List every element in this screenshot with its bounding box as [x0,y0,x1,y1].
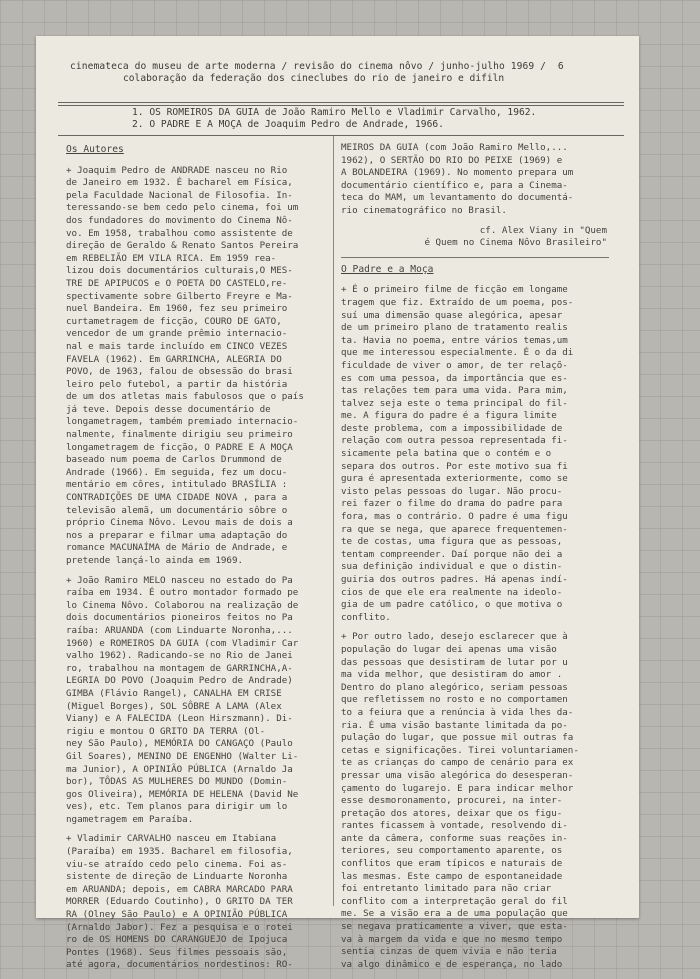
text-line: (Miguel Borges), SOL SÔBRE A LAMA (Alex [66,700,282,712]
text-line: relação com outra pessoa representada fi- [341,435,568,447]
header-line-2: colaboração da federação dos cineclubes do rio de janeiro e difiln [123,73,505,84]
film-list-rule [58,135,624,136]
text-line: rio cinematográfico no Brasil. [341,204,507,216]
text-line: pretende lançá-lo ainda em 1969. [66,555,244,566]
citation [341,225,609,250]
text-line: valho 1962). Radicando-se no Rio de Janei [66,650,293,662]
text-line: dois documentários pioneiros feitos no Pa [66,612,293,624]
text-line: ney São Paulo), MEMÓRIA DO CANGAÇO (Paulo [66,738,293,750]
film-list [132,107,612,131]
text-line: raíba: ARUANDA (com Linduarte Noronha,... [66,624,293,636]
paragraph-continuation [341,142,609,218]
text-line: leiro pelo futebol, a partir da história [66,378,288,390]
text-line: até agora, documentários nordestinos: RO- [66,959,293,971]
text-line: 1962), O SERTÃO DO RIO DO PEIXE (1969) e [341,154,563,166]
text-line: baseado num poema de Carlos Drummond de [66,454,282,466]
text-line: FAVELA (1962). Em GARRINCHA, ALEGRIA DO [66,353,282,365]
text-line: rei fazer o filme do drama do padre para [341,498,563,510]
text-line: ma Junior), A OPINIÃO PÚBLICA (Arnaldo Ja [66,763,293,775]
text-line: tas relações tem para uma vida. Para mim, [341,385,568,397]
text-line: gia de um padre católico, o que motiva o [341,599,563,611]
text-line: viu-se atraído cedo pelo cinema. Foi as- [66,858,288,870]
text-line: me. Se a visão era a de uma população que [341,908,568,920]
paragraph-o-padre-e-a-moca-2 [341,631,609,971]
text-line: tentam compreender. Daí porque não dei a [341,548,563,560]
text-line: Viany) e A FALECIDA (Leon Hirszmann). Di- [66,713,293,725]
text-line: gos Oliveira), MEMÓRIA DE HELENA (David Ne [66,788,299,800]
text-line: pulação do lugar, que possue mil outras fa [341,732,574,744]
text-line: Pontes (1968). Seus filmes pessoais são, [66,946,288,958]
text-line: longametragem, também premiado internacio- [66,416,299,428]
section-title-o-padre-e-a-moca: O Padre e a Moça [341,263,434,275]
text-line: pretação dos atores, deixar que os figu- [341,807,563,819]
text-line: dos fundadores do movimento do Cinema Nô- [66,214,293,226]
text-line: spectivamente sobre Gilberto Freyre e Ma- [66,290,293,302]
text-line: teriores, seu comportamento aparente, os [341,845,563,857]
text-line: sicamente pela batina que o contém e o [341,448,552,460]
text-line: ma vida melhor, que desistiram do amor . [341,669,563,681]
text-line: curtametragem de ficção, COURO DE GATO, [66,315,282,327]
section-rule [341,257,609,258]
text-line: esse desmoronamento, procurei, na inter- [341,795,563,807]
text-line: 1960) e ROMEIROS DA GUIA (com Vladimir Car [66,637,299,649]
document-page [36,36,639,971]
text-line: que refletissem no rosto e no comportamen [341,694,568,706]
text-line: lizou dois documentários culturais,O MES- [66,265,293,277]
text-line: ante da câmera, conforme suas reações in- [341,832,568,844]
text-line: TRE DE APIPUCOS e O POETA DO CASTELO,re- [66,277,288,289]
text-line: to a feiura que a renúncia à vida lhes da- [341,706,574,718]
text-line: que me interessou especialmente. É o da di [341,347,574,359]
text-line: (Paraíba) em 1935. Bacharel em filosofia, [66,846,293,858]
text-line: separa dos outros. Por este motivo sua fi [341,460,568,472]
text-line: + Por outro lado, desejo esclarecer que à [341,631,568,643]
text-line: guiria dos outros padres. Há apenas indí- [341,574,568,585]
film-item-1: 1. OS ROMEIROS DA GUIA de João Ramiro Mello e Vladimir Carvalho, 1962. [132,107,537,118]
text-line: cetas e significações. Tirei voluntariamen- [341,744,579,756]
text-line: próprio Cinema Nôvo. Levou mais de dois a [66,517,293,529]
right-column [341,142,609,978]
header-line-1: cinemateca do museu de arte moderna / revisão do cinema nôvo / junho-julho 1969 / [70,61,546,72]
text-line: + Vladimir CARVALHO nasceu em Itabiana [66,833,277,845]
text-line: ficuldade de viver o amor, de ter relaçõ- [341,359,568,371]
text-line: foi entretanto limitado para não criar [341,883,552,895]
text-line: das pessoas que desistiram de lutar por u [341,656,568,668]
text-line: RA (Olney São Paulo) e A OPINIÃO PÚBLICA [66,909,288,921]
text-line: me. A figura do padre é a figura limite [341,410,557,422]
text-line: va à margem da vida e que no mesmo tempo [341,933,563,945]
text-line: nuel Bandeira. Em 1960, fez seu primeiro [66,303,288,315]
text-line: de um dos atletas mais fabulosos que o país [66,391,304,403]
text-line: em REBELIÃO EM VILA RICA. Em 1959 rea- [66,252,277,264]
paragraph-vladimir-carvalho [66,833,334,972]
text-line: nos a preparar e filmar uma adaptação do [66,529,288,541]
text-line: de um primeiro plano de tratamento realis [341,322,568,334]
text-line: rigiu e montou O GRITO DA TERRA (Ol- [66,725,266,737]
text-line: Dentro do plano alegórico, seriam pessoas [341,681,568,693]
text-line: ves), etc. Tem planos para dirigir um lo [66,801,288,813]
text-line: nalmente, finalmente dirigiu seu primeiro [66,429,293,441]
text-line: GIMBA (Flávio Rangel), CANALHA EM CRISE [66,687,282,699]
text-line: + João Ramiro MELO nasceu no estado do Pa [66,574,293,586]
text-line: ria. É uma visão bastante limitada da po- [341,719,568,731]
text-line: televisão alemã, um documentário sôbre o [66,504,288,516]
text-line: te as crianças do campo de cenário para ex [341,757,574,769]
text-line: LEGRIA DO POVO (Joaquim Pedro de Andrade) [66,675,293,687]
paragraph-joao-ramiro-melo [66,575,334,827]
text-line: ro de OS HOMENS DO CARANGUEJO de Ipojuca [66,934,288,946]
text-line: sua definição individual e que o distin- [341,561,563,573]
text-line: mentário em côres, intitulado BRASÍLIA : [66,479,288,491]
text-line: CONTRADIÇÕES DE UMA CIDADE NOVA , para a [66,492,288,504]
text-line: cios de que ele era realmente na ideolo- [341,586,563,598]
text-line: ta. Havia no poema, entre vários temas,um [341,334,568,346]
text-line: suí uma dimensão quase alegórica, apesar [341,309,563,321]
text-line: vo. Em 1958, trabalhou como assistente de [66,227,293,239]
text-line: direção de Geraldo & Renato Santos Pereira [66,240,299,252]
text-line: talvez seja este o tema principal do fil- [341,397,568,409]
text-line: conflitos que eram típicos e naturais de [341,858,563,870]
text-line: (Arnaldo Jabor). Fez a pesquisa e o rotei [66,921,293,933]
text-line: va algo dinâmico e de esperança, no lado [341,958,563,970]
text-line: bor), TÔDAS AS MULHERES DO MUNDO (Domin- [66,776,288,788]
paragraph-joaquim-pedro-de-andrade [66,165,334,568]
text-line: teca do MAM, um levantamento do documentá- [341,192,574,204]
text-line: pressar uma visão alegórica do desesperan- [341,769,574,781]
text-line: Andrade (1966). Em seguida, fez um docu- [66,466,288,478]
left-column [66,142,334,979]
text-line: lo Cinema Nôvo. Colaborou na realização de [66,599,299,611]
paragraph-o-padre-e-a-moca-1 [341,284,609,624]
text-line: teressando-se bem cedo pelo cinema, foi um [66,202,299,214]
film-item-2: 2. O PADRE E A MOÇA de Joaquim Pedro de Andrade, 1966. [132,119,444,130]
text-line: A BOLANDEIRA (1969). No momento prepara um [341,167,574,179]
text-line: MEIROS DA GUIA (com João Ramiro Mello,... [341,142,568,153]
text-line: ro, trabalhou na montagem de GARRINCHA,A- [66,662,293,674]
text-line: rantes ficassem à vontade, resolvendo di- [341,820,568,832]
text-line: deste problema, com a impossibilidade de [341,422,563,434]
text-line: raíba em 1934. É outro montador formado pe [66,587,299,599]
text-line: + É o primeiro filme de ficção em longame [341,284,568,296]
text-line: tragem que fiz. Extraído de um poema, pos- [341,296,574,308]
text-line: MORRER (Eduardo Coutinho), O GRITO DA TER [66,896,293,908]
header-rule-top [58,102,624,103]
text-line: es com uma pessoa, da importância que es- [341,372,568,384]
text-line: cf. Alex Viany in "Quem [479,224,607,236]
header-rule-top-double [58,105,624,106]
text-line: gura é apresentada exteriormente, como se [341,473,568,485]
text-line: + Joaquim Pedro de ANDRADE nasceu no Rio [66,164,288,176]
text-line: vencedor de um grande prêmio internacio- [66,328,288,340]
text-line: conflito com a interpretação geral do fil [341,895,568,907]
text-line: visto pelas pessoas do lugar. Não procu- [341,485,563,497]
page-header [70,61,610,85]
text-line: ra que se nega, que aparece frequentemen- [341,523,568,535]
section-title-os-autores: Os Autores [66,144,124,155]
text-line: se negava praticamente a viver, que esta- [341,921,568,933]
text-line: romance MACUNAÍMA de Mário de Andrade, e [66,542,288,554]
text-line: çamento do lugarejo. E para indicar melhor [341,782,574,794]
text-line: documentário científico e, para a Cinema- [341,179,568,191]
text-line: POVO, de 1963, falou de obsessão do brasi [66,366,293,378]
text-line: já teve. Depois desse documentário de [66,403,271,415]
text-line: em ARUANDA; depois, em CABRA MARCADO PARA [66,883,293,895]
text-line: fora, mas o contrário. O padre é uma figu [341,511,568,523]
text-line: te de costas, uma figura que as pessoas, [341,536,563,548]
text-line: população do lugar dei apenas uma visão [341,643,557,655]
text-line: conflito. [341,611,391,623]
text-line: longametragem de ficção, O PADRE E A MOÇA [66,441,293,453]
text-line: ngametragem em Paraíba. [66,813,194,825]
text-line: de Janeiro em 1932. É bacharel em Física, [66,177,293,189]
text-line: nal e mais tarde incluído em CINCO VEZES [66,340,288,352]
text-line: sistente de direção de Linduarte Noronha [66,871,288,883]
text-line: Gil Soares), MENINO DE ENGENHO (Walter Li- [66,750,299,762]
text-line: pela Faculdade Nacional de Filosofia. In- [66,189,293,201]
page-number: 6 [557,61,564,72]
text-line: las mesmas. Este campo de espontaneidade [341,870,563,882]
text-line: é Quem no Cinema Nôvo Brasileiro" [424,237,607,249]
text-line: sentia cinzas de quem vivia e não teria [341,946,557,958]
